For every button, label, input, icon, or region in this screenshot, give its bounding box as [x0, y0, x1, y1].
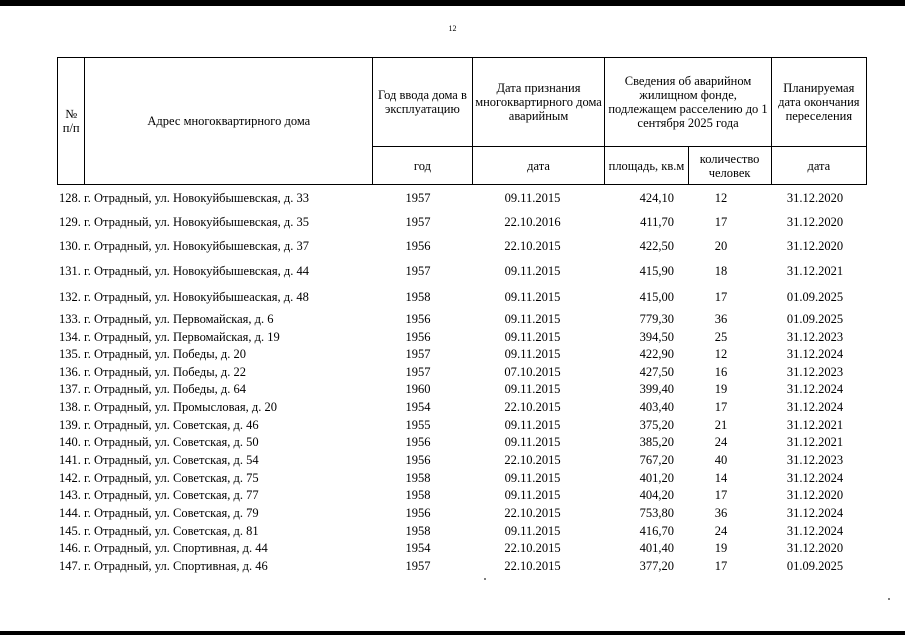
row-year: 1956 — [405, 330, 431, 344]
row-plan-date: 31.12.2023 — [786, 330, 844, 344]
row-address: 147. г. Отрадный, ул. Спортивная, д. 46 — [59, 559, 268, 573]
row-year: 1958 — [405, 524, 431, 538]
row-people: 24 — [714, 435, 728, 449]
header-recognition-date: Дата признания многоквартирного дома аварийным — [472, 58, 605, 147]
row-plan-date: 31.12.2021 — [786, 418, 844, 432]
table-row — [57, 470, 867, 486]
row-date: 09.11.2015 — [504, 471, 561, 485]
row-year: 1958 — [405, 488, 431, 502]
table-row — [57, 523, 867, 539]
table-row — [57, 381, 867, 397]
row-date: 22.10.2015 — [504, 506, 561, 520]
scan-speck — [888, 598, 890, 600]
subheader-area: площадь, кв.м — [605, 147, 688, 185]
table-row — [57, 364, 867, 380]
table-row — [57, 399, 867, 415]
row-plan-date: 31.12.2021 — [786, 264, 844, 278]
row-people: 12 — [714, 191, 728, 205]
row-plan-date: 31.12.2023 — [786, 453, 844, 467]
table-row — [57, 487, 867, 503]
row-people: 12 — [714, 347, 728, 361]
row-area: 767,20 — [639, 453, 674, 467]
row-people: 24 — [714, 524, 728, 538]
row-plan-date: 31.12.2023 — [786, 365, 844, 379]
subheader-people: количество человек — [688, 147, 771, 185]
row-year: 1954 — [405, 541, 431, 555]
row-area: 399,40 — [639, 382, 674, 396]
row-year: 1957 — [405, 191, 431, 205]
row-area: 404,20 — [639, 488, 674, 502]
bottom-border-rule — [0, 631, 905, 635]
row-year: 1957 — [405, 365, 431, 379]
row-date: 22.10.2015 — [504, 400, 561, 414]
row-area: 779,30 — [639, 312, 674, 326]
row-people: 16 — [714, 365, 728, 379]
row-year: 1954 — [405, 400, 431, 414]
row-date: 22.10.2015 — [504, 453, 561, 467]
row-year: 1957 — [405, 347, 431, 361]
row-date: 09.11.2015 — [504, 312, 561, 326]
row-plan-date: 31.12.2020 — [786, 215, 844, 229]
row-date: 09.11.2015 — [504, 488, 561, 502]
row-date: 09.11.2015 — [504, 191, 561, 205]
row-address: 130. г. Отрадный, ул. Новокуйбышевская, д. 37 — [59, 239, 310, 253]
row-plan-date: 01.09.2025 — [786, 290, 844, 304]
row-plan-date: 31.12.2020 — [786, 191, 844, 205]
row-people: 36 — [714, 312, 728, 326]
row-plan-date: 31.12.2024 — [786, 506, 844, 520]
row-date: 07.10.2015 — [504, 365, 561, 379]
table-row — [57, 346, 867, 362]
row-date: 22.10.2015 — [504, 559, 561, 573]
row-people: 20 — [714, 239, 728, 253]
row-year: 1955 — [405, 418, 431, 432]
row-plan-date: 31.12.2024 — [786, 347, 844, 361]
row-year: 1956 — [405, 506, 431, 520]
row-address: 142. г. Отрадный, ул. Советская, д. 75 — [59, 471, 259, 485]
row-date: 09.11.2015 — [504, 382, 561, 396]
subheader-year: год — [373, 147, 472, 185]
row-address: 141. г. Отрадный, ул. Советская, д. 54 — [59, 453, 259, 467]
table-row — [57, 311, 867, 327]
row-year: 1956 — [405, 435, 431, 449]
row-plan-date: 31.12.2024 — [786, 400, 844, 414]
row-plan-date: 01.09.2025 — [786, 312, 844, 326]
row-area: 385,20 — [639, 435, 674, 449]
row-people: 19 — [714, 541, 728, 555]
row-address: 140. г. Отрадный, ул. Советская, д. 50 — [59, 435, 259, 449]
row-date: 09.11.2015 — [504, 418, 561, 432]
row-date: 09.11.2015 — [504, 290, 561, 304]
table-row — [57, 505, 867, 521]
table-row — [57, 452, 867, 468]
row-area: 416,70 — [639, 524, 674, 538]
row-address: 136. г. Отрадный, ул. Победы, д. 22 — [59, 365, 246, 379]
row-area: 394,50 — [639, 330, 674, 344]
table-header — [57, 57, 867, 185]
row-date: 22.10.2015 — [504, 239, 561, 253]
row-year: 1958 — [405, 471, 431, 485]
table-row — [57, 190, 867, 206]
row-year: 1956 — [405, 453, 431, 467]
row-plan-date: 31.12.2024 — [786, 524, 844, 538]
row-people: 36 — [714, 506, 728, 520]
row-year: 1956 — [405, 312, 431, 326]
row-people: 17 — [714, 290, 728, 304]
row-people: 17 — [714, 488, 728, 502]
row-people: 14 — [714, 471, 728, 485]
row-date: 09.11.2015 — [504, 347, 561, 361]
row-area: 403,40 — [639, 400, 674, 414]
row-address: 143. г. Отрадный, ул. Советская, д. 77 — [59, 488, 259, 502]
row-area: 422,90 — [639, 347, 674, 361]
row-address: 145. г. Отрадный, ул. Советская, д. 81 — [59, 524, 259, 538]
row-year: 1957 — [405, 264, 431, 278]
row-year: 1960 — [405, 382, 431, 396]
row-area: 427,50 — [639, 365, 674, 379]
row-area: 377,20 — [639, 559, 674, 573]
row-area: 415,00 — [639, 290, 674, 304]
row-area: 415,90 — [639, 264, 674, 278]
row-people: 19 — [714, 382, 728, 396]
row-plan-date: 01.09.2025 — [786, 559, 844, 573]
header-number: № п/п — [58, 58, 85, 185]
table-row — [57, 214, 867, 230]
table-row — [57, 289, 867, 305]
row-date: 09.11.2015 — [504, 330, 561, 344]
top-border-rule — [0, 0, 905, 6]
row-plan-date: 31.12.2024 — [786, 471, 844, 485]
table-row — [57, 417, 867, 433]
subheader-plan-date: дата — [771, 147, 866, 185]
table-row — [57, 558, 867, 574]
row-plan-date: 31.12.2020 — [786, 239, 844, 253]
row-year: 1957 — [405, 559, 431, 573]
row-address: 133. г. Отрадный, ул. Первомайская, д. 6 — [59, 312, 274, 326]
row-people: 17 — [714, 559, 728, 573]
row-year: 1958 — [405, 290, 431, 304]
row-address: 138. г. Отрадный, ул. Промысловая, д. 20 — [59, 400, 278, 414]
table-row — [57, 263, 867, 279]
table-row — [57, 238, 867, 254]
row-plan-date: 31.12.2021 — [786, 435, 844, 449]
row-address: 128. г. Отрадный, ул. Новокуйбышевская, д. 33 — [59, 191, 310, 205]
row-address: 137. г. Отрадный, ул. Победы, д. 64 — [59, 382, 246, 396]
row-people: 17 — [714, 215, 728, 229]
table-row — [57, 329, 867, 345]
row-year: 1956 — [405, 239, 431, 253]
header-emergency-info: Сведения об аварийном жилищном фонде, подлежащем расселению до 1 сентября 2025 года — [605, 58, 771, 147]
scan-speck — [484, 578, 486, 580]
row-address: 144. г. Отрадный, ул. Советская, д. 79 — [59, 506, 259, 520]
row-area: 753,80 — [639, 506, 674, 520]
row-address: 131. г. Отрадный, ул. Новокуйбышевская, д. 44 — [59, 264, 310, 278]
header-planned-end: Планируемая дата окончания переселения — [771, 58, 866, 147]
row-people: 40 — [714, 453, 728, 467]
row-plan-date: 31.12.2020 — [786, 541, 844, 555]
row-date: 09.11.2015 — [504, 264, 561, 278]
row-people: 25 — [714, 330, 728, 344]
header-address: Адрес многоквартирного дома — [85, 58, 373, 185]
row-date: 22.10.2016 — [504, 215, 561, 229]
row-people: 18 — [714, 264, 728, 278]
row-date: 22.10.2015 — [504, 541, 561, 555]
row-address: 139. г. Отрадный, ул. Советская, д. 46 — [59, 418, 259, 432]
row-area: 422,50 — [639, 239, 674, 253]
row-area: 424,10 — [639, 191, 674, 205]
row-address: 135. г. Отрадный, ул. Победы, д. 20 — [59, 347, 246, 361]
row-date: 09.11.2015 — [504, 524, 561, 538]
row-area: 401,20 — [639, 471, 674, 485]
row-area: 401,40 — [639, 541, 674, 555]
row-plan-date: 31.12.2024 — [786, 382, 844, 396]
row-date: 09.11.2015 — [504, 435, 561, 449]
row-address: 132. г. Отрадный, ул. Новокуйбышеаская, д. 48 — [59, 290, 309, 304]
row-address: 129. г. Отрадный, ул. Новокуйбышевская, д. 35 — [59, 215, 310, 229]
table-row — [57, 434, 867, 450]
row-address: 146. г. Отрадный, ул. Спортивная, д. 44 — [59, 541, 268, 555]
row-people: 17 — [714, 400, 728, 414]
page-number: 12 — [448, 24, 457, 33]
table-row — [57, 540, 867, 556]
subheader-date: дата — [472, 147, 605, 185]
row-plan-date: 31.12.2020 — [786, 488, 844, 502]
row-address: 134. г. Отрадный, ул. Первомайская, д. 19 — [59, 330, 280, 344]
row-people: 21 — [714, 418, 728, 432]
row-area: 375,20 — [639, 418, 674, 432]
row-year: 1957 — [405, 215, 431, 229]
header-year: Год ввода дома в эксплуатацию — [373, 58, 472, 147]
row-area: 411,70 — [640, 215, 674, 229]
